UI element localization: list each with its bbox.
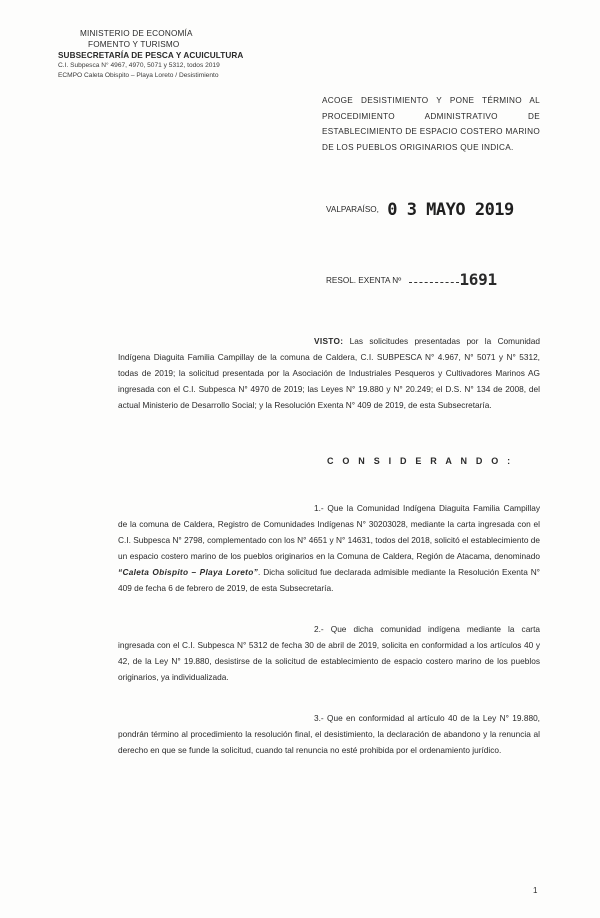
resolution-subject: ACOGE DESISTIMIENTO Y PONE TÉRMINO AL PROCEDIMIENTO ADMINISTRATIVO DE ESTABLECIMIENTO DE ESPACIO COSTERO MARINO DE LOS PUEBLOS ORIGINARIOS QUE INDICA. [322, 96, 540, 152]
visto-label: VISTO: [314, 336, 344, 346]
resolution-number-stamp: 1691 [459, 270, 497, 289]
header-ministry: MINISTERIO DE ECONOMÍA [80, 29, 193, 38]
resolution-number-line [326, 270, 497, 289]
visto-text: Las solicitudes presentadas por la Comunidad Indígena Diaguita Familia Campillay de la comuna de Caldera, C.I. SUBPESCA N° 4.967, N° 5071 y N° 5312, todas de 2019; la solicitud presentada por la Asociación de Industriales Pesqueros y Cultivadores Marinos AG ingresada con el C.I. Subpesca N° 4970 de 2019; las Leyes N° 19.880 y N° 20.249; el D.S. N° 134 de 2008, del actual Ministerio de Desarrollo Social; y la Resolución Exenta N° 409 de 2019, de esta Subsecretaría. [118, 336, 540, 410]
place-and-date [326, 200, 514, 220]
header-reference: C.I. Subpesca N° 4967, 4970, 5071 y 5312, todos 2019 [58, 62, 220, 69]
item-text-continued: . Dicha solicitud fue declarada admisible mediante la Resolución Exenta N° 409 de fecha 6 de febrero de 2019, de esta Subsecretaría. [118, 567, 540, 593]
place-label: VALPARAÍSO, [326, 205, 379, 214]
visto-paragraph [118, 333, 540, 413]
considerando-item-2 [118, 621, 540, 685]
considerando-heading: C O N S I D E R A N D O : [327, 456, 514, 466]
item-text: Que dicha comunidad indígena mediante la carta ingresada con el C.I. Subpesca N° 5312 de fecha 30 de abril de 2019, solicita en conformidad a los artículos 40 y 42, de la Ley N° 19.880, desistirse de la solicitud de establecimiento de espacio costero marino de los pueblos originarios, ya individualizada. [118, 624, 540, 682]
item-text: Que en conformidad al artículo 40 de la Ley N° 19.880, pondrán término al procedimiento la resolución final, el desistimiento, la declaración de abandono y la renuncia al derecho en que se funde la solicitud, cuando tal renuncia no esté prohibida por el ordenamiento jurídico. [118, 713, 540, 755]
item-number: 3.- [314, 713, 324, 723]
item-number: 2.- [314, 624, 324, 634]
resolution-label: RESOL. EXENTA Nº [326, 276, 402, 285]
fill-line [409, 282, 459, 283]
header-subsecretaria: SUBSECRETARÍA DE PESCA Y ACUICULTURA [58, 51, 244, 60]
ministry-header [58, 28, 268, 81]
date-stamp: 0 3 MAYO 2019 [387, 200, 514, 220]
item-emphasis: “Caleta Obispito – Playa Loreto” [118, 567, 259, 577]
considerando-item-3 [118, 710, 540, 758]
header-topic: ECMPO Caleta Obispito – Playa Loreto / Desistimiento [58, 72, 219, 79]
header-ministry-sub: FOMENTO Y TURISMO [88, 40, 180, 49]
page-number: 1 [533, 886, 538, 895]
item-text: Que la Comunidad Indígena Diaguita Familia Campillay de la comuna de Caldera, Registro de Comunidades Indígenas N° 30203028, mediante la carta ingresada con el C.I. Subpesca N° 2798, complementado con los N° 4651 y N° 14631, todos del 2018, solicitó el establecimiento de un espacio costero marino de los pueblos originarios en la Comuna de Caldera, Región de Atacama, denominado [118, 503, 540, 561]
considerando-item-1 [118, 500, 540, 596]
item-number: 1.- [314, 503, 324, 513]
